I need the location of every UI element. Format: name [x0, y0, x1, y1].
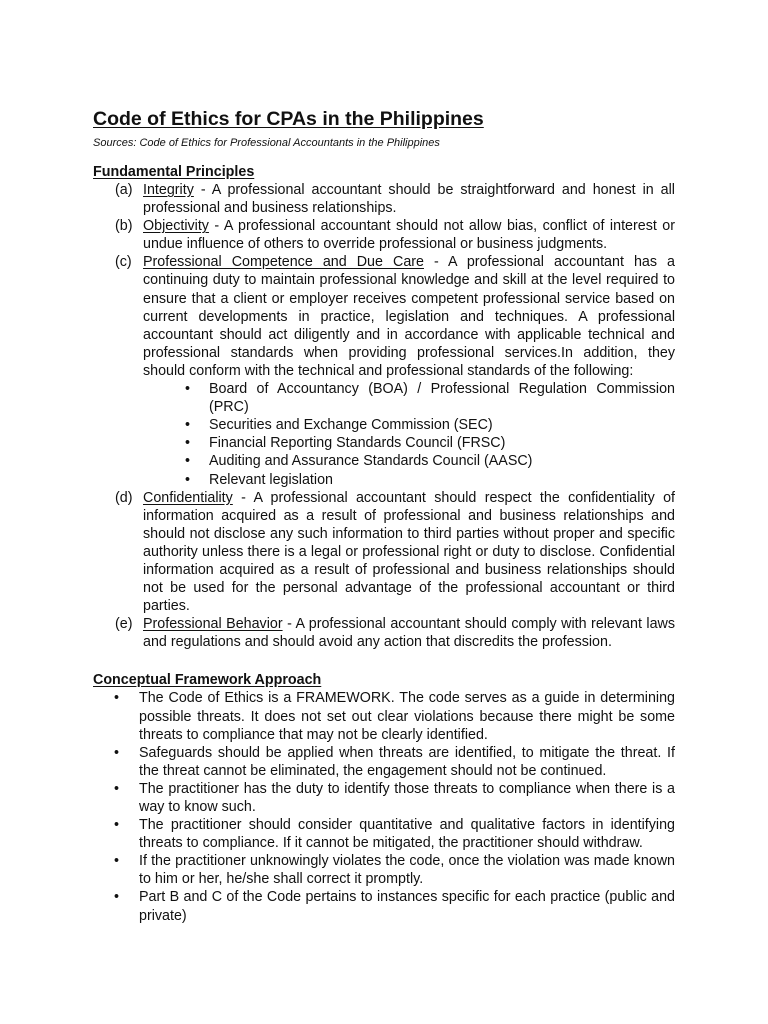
- list-item-text: Financial Reporting Standards Council (FRSC): [209, 435, 506, 452]
- framework-list: [93, 689, 675, 924]
- document-body: [93, 107, 675, 925]
- list-item: [185, 452, 675, 470]
- list-item-text: Board of Accountancy (BOA) / Professional Regulation Commission (PRC): [209, 381, 675, 416]
- principle-letter: (b): [115, 218, 133, 235]
- list-item-text: The practitioner should consider quantitative and qualitative factors in identifying threats to compliance. If it cannot be mitigated, the practitioner should withdraw.: [139, 817, 675, 852]
- list-item-text: Part B and C of the Code pertains to instances specific for each practice (public and private): [139, 889, 675, 924]
- list-item: [114, 744, 675, 780]
- list-item-text: Safeguards should be applied when threats are identified, to mitigate the threat. If the threat cannot be eliminated, the engagement should not be continued.: [139, 744, 675, 779]
- list-item: [114, 689, 675, 743]
- principle-text: - A professional accountant should be straightforward and honest in all professional and business relationships.: [143, 182, 675, 217]
- list-item: [185, 434, 675, 452]
- principles-list: [93, 181, 675, 651]
- bullet-icon: •: [114, 690, 120, 707]
- principle-term: Professional Competence and Due Care: [143, 254, 424, 271]
- principle-item: [93, 489, 675, 616]
- bullet-icon: •: [114, 817, 120, 834]
- principle-letter: (c): [115, 254, 132, 271]
- principle-text: - A professional accountant should not allow bias, conflict of interest or undue influence of others to override professional or business judgments.: [143, 218, 675, 253]
- fundamental-principles-heading: Fundamental Principles: [93, 164, 255, 180]
- principle-letter: (d): [115, 489, 133, 506]
- principle-text: - A professional accountant should respect the confidentiality of information acquired as a result of professional and business relationships and should not disclose any such information to third parties without proper and specific authority unless there is a legal or professional right or duty to disclose. Confidential information acquired as a result of professional and business relationships should not be used for the personal advantage of the professional accountant or third parties.: [143, 489, 675, 615]
- list-item-text: Securities and Exchange Commission (SEC): [209, 417, 493, 434]
- bullet-icon: •: [114, 744, 120, 761]
- list-item-text: Relevant legislation: [209, 471, 333, 488]
- sources-note: Sources: Code of Ethics for Professional Accountants in the Philippines: [93, 137, 440, 149]
- list-item-text: The Code of Ethics is a FRAMEWORK. The code serves as a guide in determining possible threats. It does not set out clear violations because there might be some threats to compliance that may not be clearly identified.: [139, 690, 675, 743]
- principle-term: Integrity: [143, 182, 194, 198]
- list-item-text: The practitioner has the duty to identify those threats to compliance when there is a way to know such.: [139, 780, 675, 815]
- principle-letter: (a): [115, 182, 133, 198]
- principle-letter: (e): [115, 616, 133, 633]
- list-item: [114, 888, 675, 924]
- list-item: [185, 380, 675, 416]
- bullet-icon: •: [185, 417, 191, 434]
- principle-text: - A professional accountant should comply with relevant laws and regulations and should avoid any action that discredits the profession.: [143, 616, 676, 651]
- bullet-icon: •: [185, 435, 191, 452]
- principle-item: [93, 253, 675, 488]
- list-item: [185, 471, 675, 489]
- principle-item: [93, 615, 675, 651]
- bullet-icon: •: [185, 471, 191, 488]
- document-title: Code of Ethics for CPAs in the Philippines: [93, 108, 484, 130]
- list-item: [185, 416, 675, 434]
- principle-term: Confidentiality: [143, 489, 233, 506]
- list-item: [114, 852, 675, 888]
- principle-term: Professional Behavior: [143, 616, 283, 633]
- principle-term: Objectivity: [143, 218, 209, 235]
- bullet-icon: •: [114, 780, 120, 797]
- conceptual-framework-heading: Conceptual Framework Approach: [93, 672, 322, 689]
- list-item-text: Auditing and Assurance Standards Council (AASC): [209, 453, 533, 470]
- bullet-icon: •: [185, 453, 191, 470]
- bullet-icon: •: [185, 381, 191, 398]
- list-item-text: If the practitioner unknowingly violates the code, once the violation was made known to him or her, he/she shall correct it promptly.: [139, 853, 675, 888]
- bullet-icon: •: [114, 853, 120, 870]
- principle-item: [93, 181, 675, 217]
- standards-bodies-list: [143, 380, 675, 489]
- list-item: [114, 816, 675, 852]
- list-item: [114, 780, 675, 816]
- bullet-icon: •: [114, 889, 120, 906]
- principle-item: [93, 217, 675, 253]
- principle-text: - A professional accountant has a continuing duty to maintain professional knowledge and skill at the level required to ensure that a client or employer receives competent professional service based on current developments in practice, legislation and techniques. A professional accountant should act diligently and in accordance with applicable technical and professional standards when providing professional services.In addition, they should conform with the technical and professional standards of the following:: [143, 254, 675, 379]
